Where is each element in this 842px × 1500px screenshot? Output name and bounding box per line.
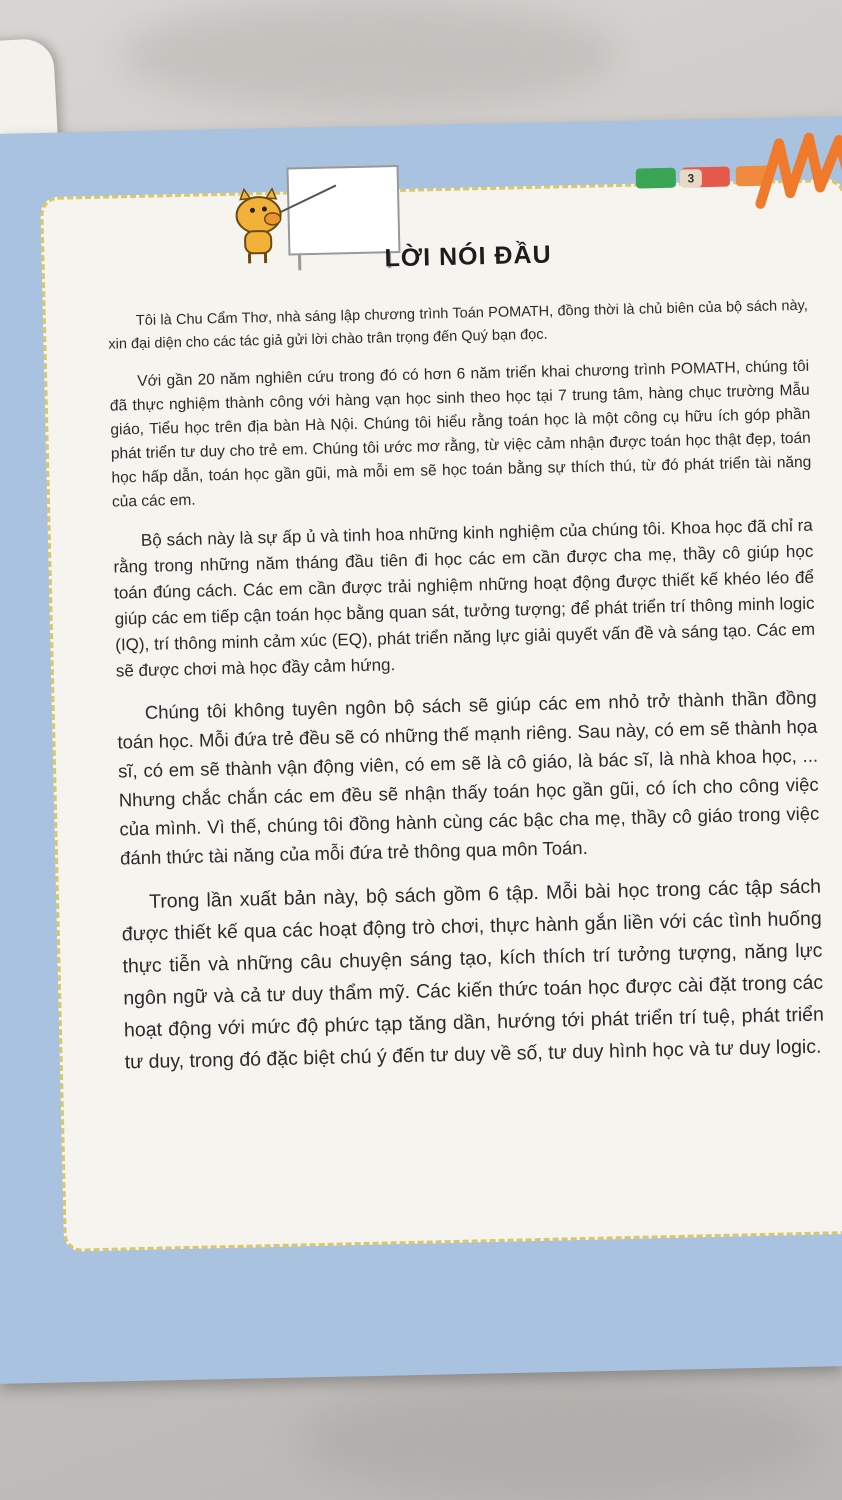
cloth-shadow [120,0,620,110]
paragraph: Chúng tôi không tuyên ngôn bộ sách sẽ giúp các em nhỏ trở thành thần đồng toán học. Mỗi đứa trẻ đều sẽ có những thế mạnh riêng. Sau này, có em sẽ thành họa sĩ, có em sẽ thành vận động viên, có em sẽ là cô giáo, là bác sĩ, là nhà khoa học, ... Nhưng chắc chắn các em đều sẽ nhận thấy toán học gần gũi, có ích cho công việc của mình. Vì thế, chúng tôi đồng hành cùng các bậc cha mẹ, thầy cô giáo trong việc đánh thức tài năng của mỗi đứa trẻ thông qua môn Toán. [117,686,820,869]
paragraph: Bộ sách này là sự ấp ủ và tinh hoa những kinh nghiệm của chúng tôi. Khoa học đã chỉ ra rằng trong những năm tháng đầu tiên đi học các em cần được cha mẹ, thầy cô giúp học toán đúng cách. Các em cần được trải nghiệm những hoạt động được thiết kế khéo léo để giúp các em tiếp cận toán học bằng quan sát, tưởng tượng; để phát triển trí thông minh logic (IQ), trí thông minh cảm xúc (EQ), phát triển năng lực giải quyết vấn đề và sáng tạo. Các em sẽ được chơi mà học đầy cảm hứng. [113,515,816,681]
paragraph: Với gần 20 năm nghiên cứu trong đó có hơn 6 năm triển khai chương trình POMATH, chúng tôi đã thực nghiệm thành công với hàng vạn học sinh theo học tại 7 trung tâm, hàng chục trường Mẫu giáo, Tiểu học trên địa bàn Hà Nội. Chúng tôi hiểu rằng toán học là một công cụ hữu ích góp phần phát triển tư duy cho trẻ em. Chúng tôi ước mơ rằng, từ việc cảm nhận được toán học thật đẹp, toán học hấp dẫn, toán học gần gũi, mà mỗi em sẽ học toán bằng sự thích thú, từ đó phát triển tài năng của các em. [109,357,812,511]
paragraph: Tôi là Chu Cẩm Thơ, nhà sáng lập chương trình Toán POMATH, đồng thời là chủ biên của bộ sách này, xin đại diện cho các tác giả gửi lời chào trân trọng đến Quý bạn đọc. [108,297,808,353]
paragraph: Trong lần xuất bản này, bộ sách gồm 6 tập. Mỗi bài học trong các tập sách được thiết kế qua các hoạt động trò chơi, thực hành gắn liền với các tình huống thực tiễn và những câu chuyện sáng tạo, kích thích trí tưởng tượng, năng lực ngôn ngữ và cả tư duy thẩm mỹ. Các kiến thức toán học được cài đặt trong các hoạt động với mức độ phức tạp tăng dần, hướng tới phát triển trí tuệ, phát triển tư duy, trong đó đặc biệt chú ý đến tư duy về số, tư duy hình học và tư duy logic. [121,875,825,1074]
header-tab [636,168,676,189]
content-panel [40,171,842,1252]
page-number: 3 [680,169,702,187]
cloth-shadow [300,1380,820,1500]
page-title: LỜI NÓI ĐẦU [384,240,552,273]
preface-body [108,295,826,1093]
mascot-teacher-icon [217,162,409,276]
orange-scribble-icon [749,132,842,224]
